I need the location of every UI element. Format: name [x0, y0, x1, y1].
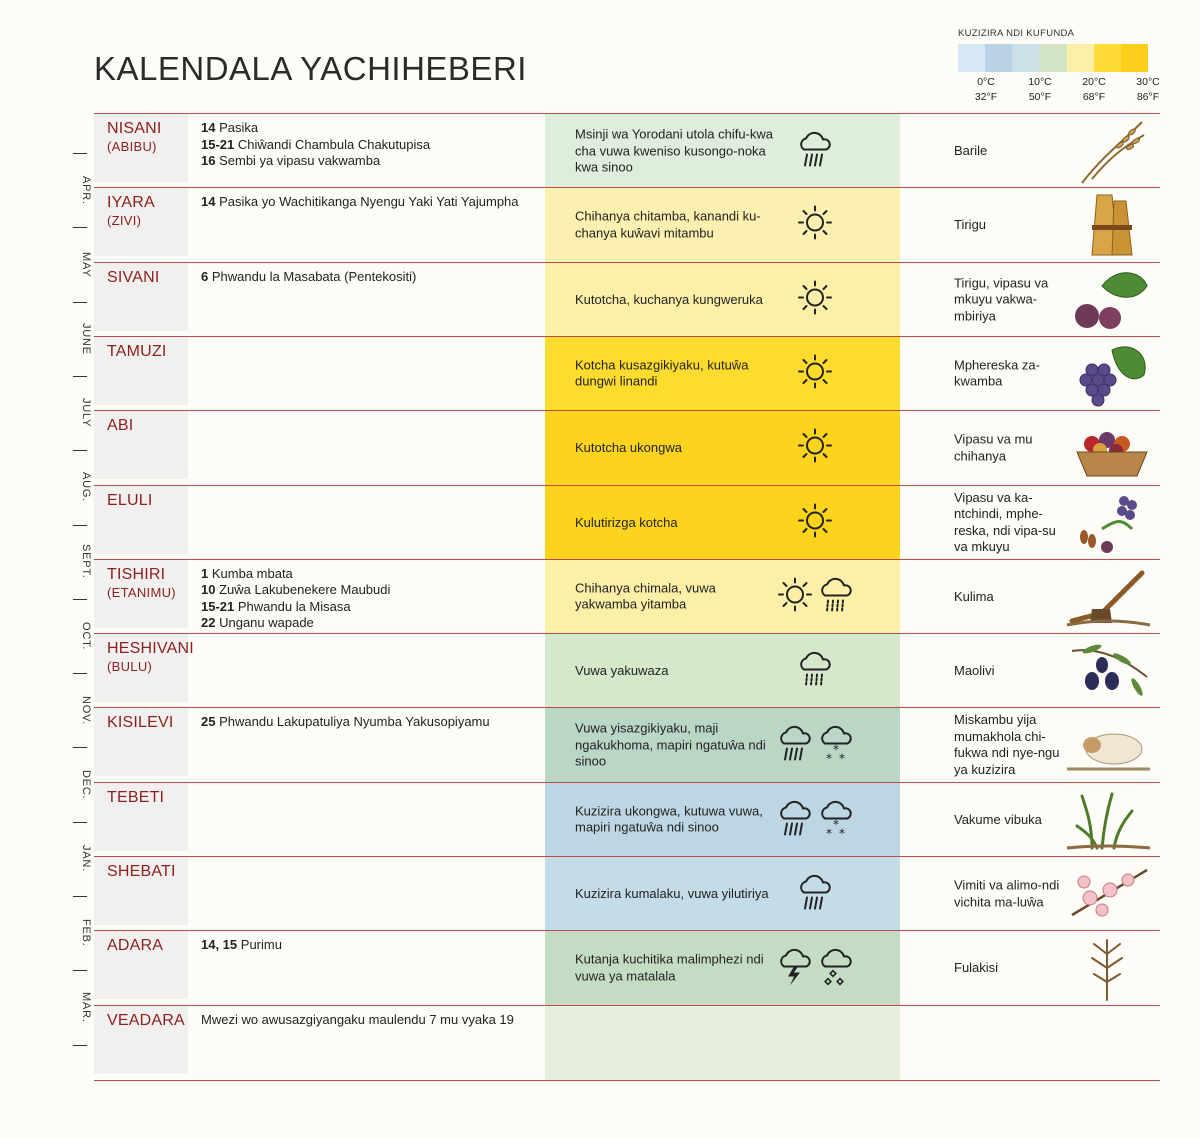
rain-cloud-icon: [795, 871, 835, 918]
legend-swatch: [1039, 44, 1066, 72]
sheep-icon: [1062, 711, 1152, 779]
month-row: [94, 633, 1160, 708]
weather-description: Kotcha kusazgikiyaku, kutuŵa dungwi linandi: [575, 357, 749, 389]
rail-tick: [73, 1045, 87, 1046]
event-line: 14, 15 Purimu: [201, 937, 282, 953]
legend-ticks: [958, 72, 1158, 108]
weather-description: Kuzizira ukongwa, kutuwa vuwa, mapiri ngatuŵa ndi sinoo: [575, 803, 763, 835]
rail-tick: [73, 376, 87, 377]
hebrew-month-name: HESHIVANI: [107, 640, 194, 658]
agricultural-activity: Mphereska za-kwamba: [954, 357, 1040, 389]
rail-month-label: APR.: [80, 175, 92, 205]
snow-cloud-icon: [816, 796, 856, 843]
weather-description: Msinji wa Yorodani utola chifu-kwa cha vuwa kweniso kusongo-noka kwa sinoo: [575, 126, 773, 175]
rail-month-label: DEC.: [80, 769, 92, 800]
event-line: 25 Phwandu Lakupatuliya Nyumba Yakusopiyamu: [201, 714, 490, 730]
month-row: [94, 262, 1160, 337]
grapes-icon: [1062, 340, 1152, 408]
weather-description: Vuwa yakuwaza: [575, 662, 669, 678]
hebrew-month-name: VEADARA: [107, 1011, 185, 1029]
event-line: 15-21 Phwandu la Misasa: [201, 598, 351, 614]
rain-cloud-icon: [775, 796, 815, 843]
hebrew-month-alt-name: (ETANIMU): [107, 584, 176, 600]
agricultural-activity: Miskambu yija mumakhola chi-fukwa ndi nye-ngu ya kuzizira: [954, 712, 1060, 777]
almond-blossom-icon: [1062, 860, 1152, 928]
sun-icon: [795, 500, 835, 545]
event-line: 14 Pasika yo Wachitikanga Nyengu Yaki Yati Yajumpha: [201, 194, 519, 210]
rail-tick: [73, 599, 87, 600]
hebrew-month-name: TEBETI: [107, 788, 165, 806]
legend-swatch: [1067, 44, 1094, 72]
event-line: 14 Pasika: [201, 120, 259, 135]
month-cell: [94, 411, 188, 479]
legend-tick: 20°C 68°F: [1082, 76, 1106, 103]
month-row: [94, 782, 1160, 857]
legend-swatch: [1012, 44, 1039, 72]
hebrew-month-alt-name: (ABIBU): [107, 139, 157, 154]
legend-swatch: [1121, 44, 1148, 72]
temperature-legend: [958, 28, 1158, 108]
rail-month-label: JUNE: [80, 322, 92, 355]
weather-description: Kuzizira kumalaku, vuwa yilutiriya: [575, 885, 769, 901]
hebrew-month-name: SIVANI: [107, 268, 160, 286]
flax-icon: [1062, 934, 1152, 1002]
legend-swatch: [985, 44, 1012, 72]
month-cell: [94, 634, 194, 702]
legend-swatch: [1094, 44, 1121, 72]
sprouts-icon: [1062, 786, 1152, 854]
month-cell: [94, 931, 188, 999]
hebrew-month-name: ELULI: [107, 491, 153, 509]
hebrew-month-name: TISHIRI: [107, 565, 166, 583]
weather-description: Kutotcha, kuchanya kungweruka: [575, 291, 763, 307]
month-row: [94, 856, 1160, 931]
month-cell: [94, 857, 188, 925]
agricultural-activity: Fulakisi: [954, 960, 999, 976]
gregorian-month-rail: [62, 113, 92, 1079]
rail-month-label: SEPT.: [80, 544, 92, 579]
plow-icon: [1062, 563, 1152, 631]
hebrew-month-alt-name: (BULU): [107, 659, 153, 675]
month-cell: [94, 560, 188, 628]
legend-tick: 0°C 32°F: [974, 76, 998, 103]
wheat-sheaf-icon: [1062, 191, 1152, 259]
agricultural-activity: Kulima: [954, 588, 994, 604]
thunderstorm-icon: [775, 945, 815, 992]
month-cell: [94, 783, 188, 851]
month-row: [94, 336, 1160, 411]
barley-icon: [1062, 117, 1152, 185]
month-cell: [94, 263, 188, 331]
rail-tick: [73, 302, 87, 303]
agricultural-activity: Vipasu va ka-ntchindi, mphe-reska, ndi vipa-su va mkuyu: [954, 489, 1056, 554]
month-row: [94, 113, 1160, 188]
rail-tick: [73, 450, 87, 451]
festival-events: [201, 937, 531, 954]
rail-month-label: OCT.: [80, 621, 92, 651]
month-row: [94, 930, 1160, 1005]
agricultural-activity: Tirigu: [954, 217, 987, 233]
agricultural-activity: Vakume vibuka: [954, 811, 1042, 827]
rail-tick: [73, 227, 87, 228]
month-row: [94, 559, 1160, 634]
hebrew-month-alt-name: (ZIVI): [107, 213, 142, 229]
festival-events: [201, 269, 531, 286]
dates-grapes-icon: [1062, 489, 1152, 557]
rail-tick: [73, 525, 87, 526]
agricultural-activity: Vipasu va mu chihanya: [954, 431, 1033, 464]
hebrew-month-name: ADARA: [107, 937, 164, 955]
rail-month-label: JAN.: [80, 845, 92, 873]
svg-text:*: *: [839, 826, 845, 839]
hebrew-month-name: ABI: [107, 417, 134, 435]
agricultural-activity: Tirigu, vipasu va mkuyu vakwa-mbiriya: [954, 274, 1049, 323]
figs-icon: [1062, 266, 1152, 334]
rail-month-label: MAR.: [80, 992, 92, 1023]
weather-description: Chihanya chimala, vuwa yakwamba yitamba: [575, 580, 716, 612]
rail-month-label: AUG.: [80, 472, 92, 503]
rail-tick: [73, 153, 87, 154]
month-cell: [94, 1006, 188, 1074]
sun-icon: [795, 203, 835, 248]
month-cell: [94, 486, 188, 554]
rail-tick: [73, 896, 87, 897]
hebrew-month-name: IYARA: [107, 194, 155, 212]
month-cell: [94, 114, 188, 182]
month-row: [94, 410, 1160, 485]
month-cell: [94, 337, 188, 405]
page-title: KALENDALA YACHIHEBERI: [94, 50, 527, 87]
hail-cloud-icon: [816, 945, 856, 992]
festival-events: [201, 194, 531, 211]
month-row: [94, 187, 1160, 262]
svg-text:*: *: [826, 826, 832, 839]
month-cell: [94, 708, 188, 776]
weather-description: Kutanja kuchitika malimphezi ndi vuwa ya matalala: [575, 951, 764, 984]
rail-month-label: NOV.: [80, 695, 92, 725]
calendar-table: [94, 113, 1160, 1079]
agricultural-activity: Vimiti va alimo-ndi vichita ma-luŵa: [954, 877, 1060, 909]
rail-tick: [73, 970, 87, 971]
drizzle-cloud-icon: [795, 648, 835, 695]
svg-text:*: *: [833, 742, 839, 757]
fruit-basket-icon: [1062, 414, 1152, 482]
month-row: [94, 1005, 1160, 1081]
weather-description: Kutotcha ukongwa: [575, 439, 682, 455]
rail-tick: [73, 673, 87, 674]
rail-month-label: FEB.: [80, 919, 92, 947]
event-line: 15-21 Chiŵandi Chambula Chakutupisa: [201, 136, 431, 152]
event-line: Mwezi wo awusazgiyangaku maulendu 7 mu vyaka 19: [201, 1011, 514, 1027]
weather-description: Vuwa yisazgikiyaku, maji ngakukhoma, mapiri ngatuŵa ndi sinoo: [575, 720, 766, 769]
sun-icon: [795, 277, 835, 322]
olives-icon: [1062, 637, 1152, 705]
sun-icon: [795, 351, 835, 396]
sun-icon: [795, 426, 835, 471]
rain-cloud-icon: [775, 722, 815, 769]
rail-month-label: JULY: [80, 398, 92, 428]
rail-month-label: MAY: [80, 251, 92, 278]
legend-title: KUZIZIRA NDI KUFUNDA: [958, 28, 1075, 39]
festival-events: [201, 1012, 531, 1029]
festival-events: [201, 120, 531, 170]
drizzle-cloud-icon: [816, 573, 856, 620]
rail-tick: [73, 747, 87, 748]
agricultural-activity: Barile: [954, 142, 988, 158]
legend-color-bar: [958, 44, 1148, 72]
sun-icon: [775, 574, 815, 619]
svg-text:*: *: [826, 751, 832, 764]
legend-tick: 30°C 86°F: [1136, 76, 1160, 103]
hebrew-month-name: KISILEVI: [107, 714, 174, 732]
event-line: 6 Phwandu la Masabata (Pentekositi): [201, 268, 417, 284]
hebrew-month-name: NISANI: [107, 120, 162, 137]
rail-tick: [73, 822, 87, 823]
event-line: 16 Sembi ya vipasu vakwamba: [201, 153, 381, 168]
weather-description: Chihanya chitamba, kanandi ku-chanya kuŵavi mitambu: [575, 208, 761, 241]
month-row: [94, 485, 1160, 560]
month-row: [94, 707, 1160, 782]
month-cell: [94, 188, 188, 256]
rain-cloud-icon: [795, 128, 835, 175]
event-line: 10 Zuŵa Lakubenekere Maubudi: [201, 582, 391, 598]
legend-swatch: [958, 44, 985, 72]
event-line: 22 Unganu wapade: [201, 615, 314, 631]
legend-tick: 10°C 50°F: [1028, 76, 1052, 103]
weather-band: [545, 1006, 900, 1080]
hebrew-month-name: SHEBATI: [107, 863, 176, 880]
snow-cloud-icon: [816, 722, 856, 769]
svg-text:*: *: [839, 751, 845, 764]
festival-events: [201, 566, 531, 632]
event-line: 1 Kumba mbata: [201, 565, 293, 581]
hebrew-month-name: TAMUZI: [107, 342, 167, 360]
svg-text:*: *: [833, 817, 839, 832]
weather-description: Kulutirizga kotcha: [575, 514, 678, 530]
agricultural-activity: Maolivi: [954, 662, 995, 678]
festival-events: [201, 714, 531, 731]
